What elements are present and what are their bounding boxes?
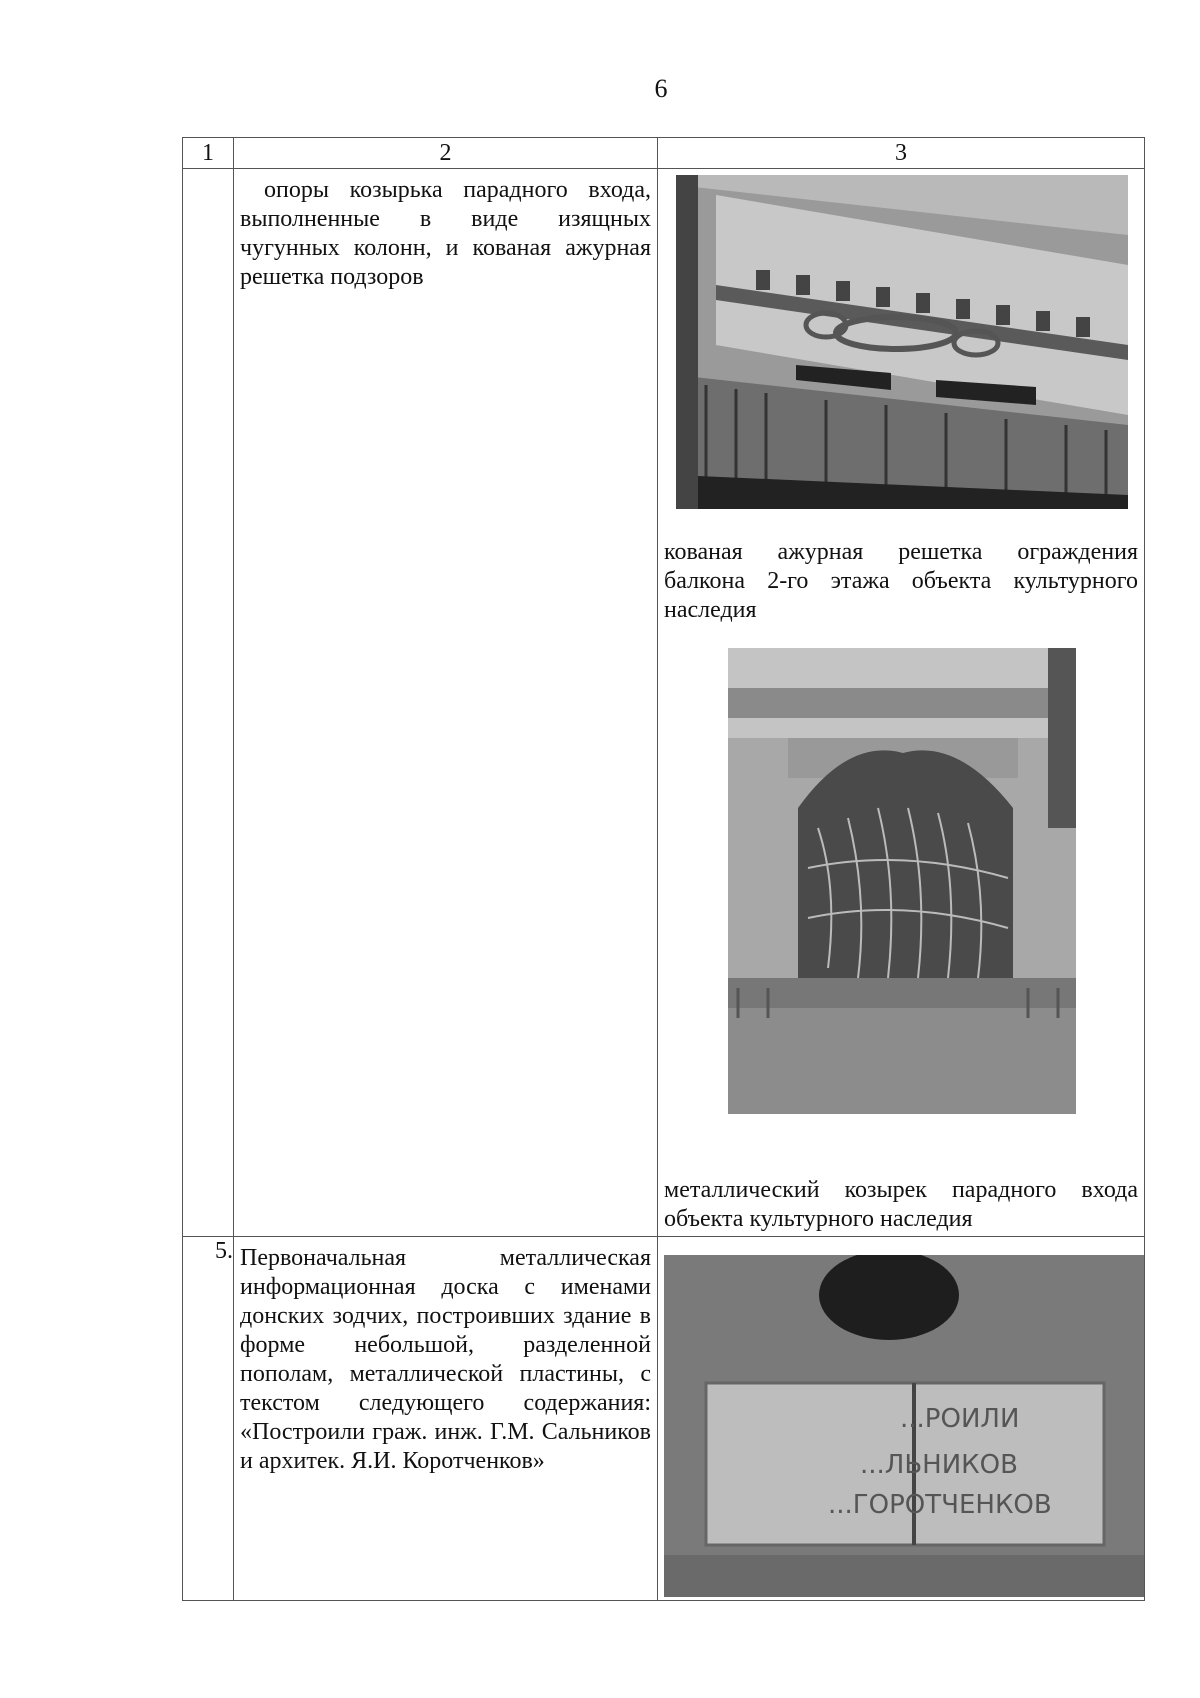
header-col-1: 1 (183, 138, 234, 169)
photo-caption-balcony: кованая ажурная решетка ограждения балкона 2-го этажа объекта культурного наследия (664, 539, 1138, 623)
plaque-line-1: ...РОИЛИ (900, 1404, 1020, 1434)
row-photos-cell (658, 169, 1145, 1237)
heritage-table (182, 137, 1145, 1601)
row-description-cell (234, 169, 658, 1237)
info-plaque-photo (664, 1255, 1144, 1597)
row-description: опоры козырька парадного входа, выполненные в виде изящных чугунных колонн, и кованая ажурная решетка подзоров (240, 177, 651, 290)
plaque-line-3: ...ГОРОТЧЕНКОВ (828, 1490, 1052, 1520)
header-col-2: 2 (234, 138, 658, 169)
photo-caption-canopy: металлический козырек парадного входа объекта культурного наследия (664, 1177, 1138, 1232)
row-description-cell (234, 1237, 658, 1601)
table-header-row (183, 138, 1145, 169)
balcony-railing-photo (676, 175, 1128, 509)
table-row (183, 1237, 1145, 1601)
metal-canopy-photo (728, 648, 1076, 1114)
table-row (183, 169, 1145, 1237)
row-number: 5. (183, 1237, 234, 1601)
plaque-line-2: ...ЛЬНИКОВ (860, 1450, 1018, 1480)
row-number (183, 169, 234, 1237)
row-description: Первоначальная металлическая информационная доска с именами донских зодчих, построивших здание в форме небольшой, разделенной пополам, металлической пластины, с текстом следующего содержания: «Построили граж. инж. Г.М. Сальников и архитек. Я.И. Коротченков» (240, 1245, 651, 1474)
page-number: 6 (654, 74, 668, 103)
row-photos-cell (658, 1237, 1145, 1601)
header-col-3: 3 (658, 138, 1145, 169)
